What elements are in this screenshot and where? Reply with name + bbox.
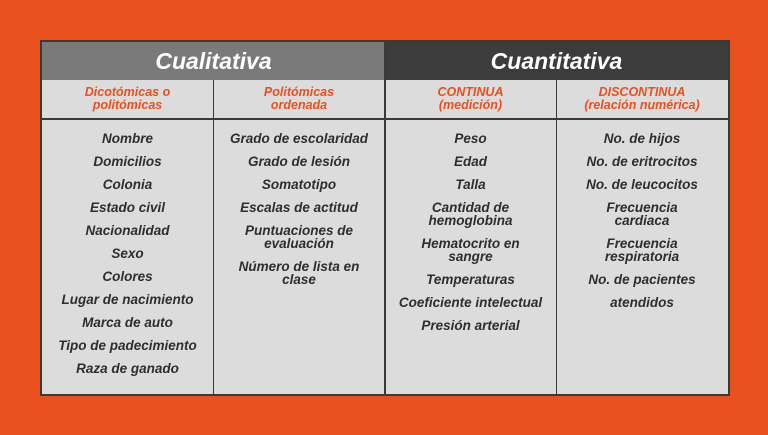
subheader-line2: politómicas: [92, 98, 163, 112]
item-list: [213, 120, 385, 296]
list-item: Tipo de padecimiento: [58, 338, 197, 353]
list-item: Talla: [455, 177, 486, 192]
list-item: Escalas de actitud: [240, 200, 358, 215]
subheader-line1: DISCONTINUA: [598, 85, 686, 99]
list-item: Nacionalidad: [85, 223, 170, 238]
subheader-line2: (relación numérica): [584, 98, 700, 112]
list-item: Hematocrito en sangre: [421, 236, 520, 264]
list-item: Coeficiente intelectual: [398, 295, 543, 310]
list-item: Frecuencia cardiaca: [606, 200, 678, 228]
subheader-line1: Politómicas: [263, 85, 335, 99]
classification-table: [40, 40, 730, 396]
list-item: Número de lista en clase: [238, 259, 360, 287]
subheader-discontinua: [556, 80, 728, 118]
column-politomicas: [213, 120, 385, 394]
list-item: Colores: [102, 269, 153, 284]
list-item: No. de leucocitos: [586, 177, 698, 192]
list-item: Sexo: [111, 246, 144, 261]
list-item: Marca de auto: [82, 315, 173, 330]
column-continua: [385, 120, 556, 394]
item-list: [385, 120, 556, 342]
list-item: Presión arterial: [421, 318, 520, 333]
subheader-line2: (medición): [438, 98, 503, 112]
subheader-line1: CONTINUA: [437, 85, 504, 99]
list-item: Colonia: [102, 177, 153, 192]
list-item: Somatotipo: [261, 177, 337, 192]
item-list: [42, 120, 213, 385]
list-item: Frecuencia respiratoria: [604, 236, 680, 264]
subheader-continua: [385, 80, 556, 118]
subheader-dicotomicas: [42, 80, 213, 118]
subheader-line1: Dicotómicas o: [84, 85, 171, 99]
list-item: Edad: [453, 154, 487, 169]
list-item: Estado civil: [89, 200, 166, 215]
list-item: atendidos: [610, 295, 674, 310]
subheader-politomicas: [213, 80, 385, 118]
column-dicotomicas: [42, 120, 213, 394]
list-item: Grado de escolaridad: [229, 131, 369, 146]
header-cuantitativa: Cuantitativa: [385, 42, 728, 80]
list-item: Domicilios: [93, 154, 162, 169]
list-item: Puntuaciones de evaluación: [244, 223, 354, 251]
list-item: No. de eritrocitos: [586, 154, 698, 169]
column-discontinua: [556, 120, 728, 394]
list-item: No. de hijos: [603, 131, 681, 146]
list-item: Temperaturas: [426, 272, 515, 287]
list-item: Raza de ganado: [76, 361, 179, 376]
list-item: Nombre: [101, 131, 153, 146]
item-list: [556, 120, 728, 319]
list-item: No. de pacientes: [588, 272, 696, 287]
list-item: Cantidad de hemoglobina: [428, 200, 513, 228]
header-cualitativa: Cualitativa: [42, 42, 385, 80]
list-item: Lugar de nacimiento: [61, 292, 194, 307]
list-item: Grado de lesión: [247, 154, 351, 169]
subheader-line2: ordenada: [270, 98, 328, 112]
list-item: Peso: [454, 131, 487, 146]
